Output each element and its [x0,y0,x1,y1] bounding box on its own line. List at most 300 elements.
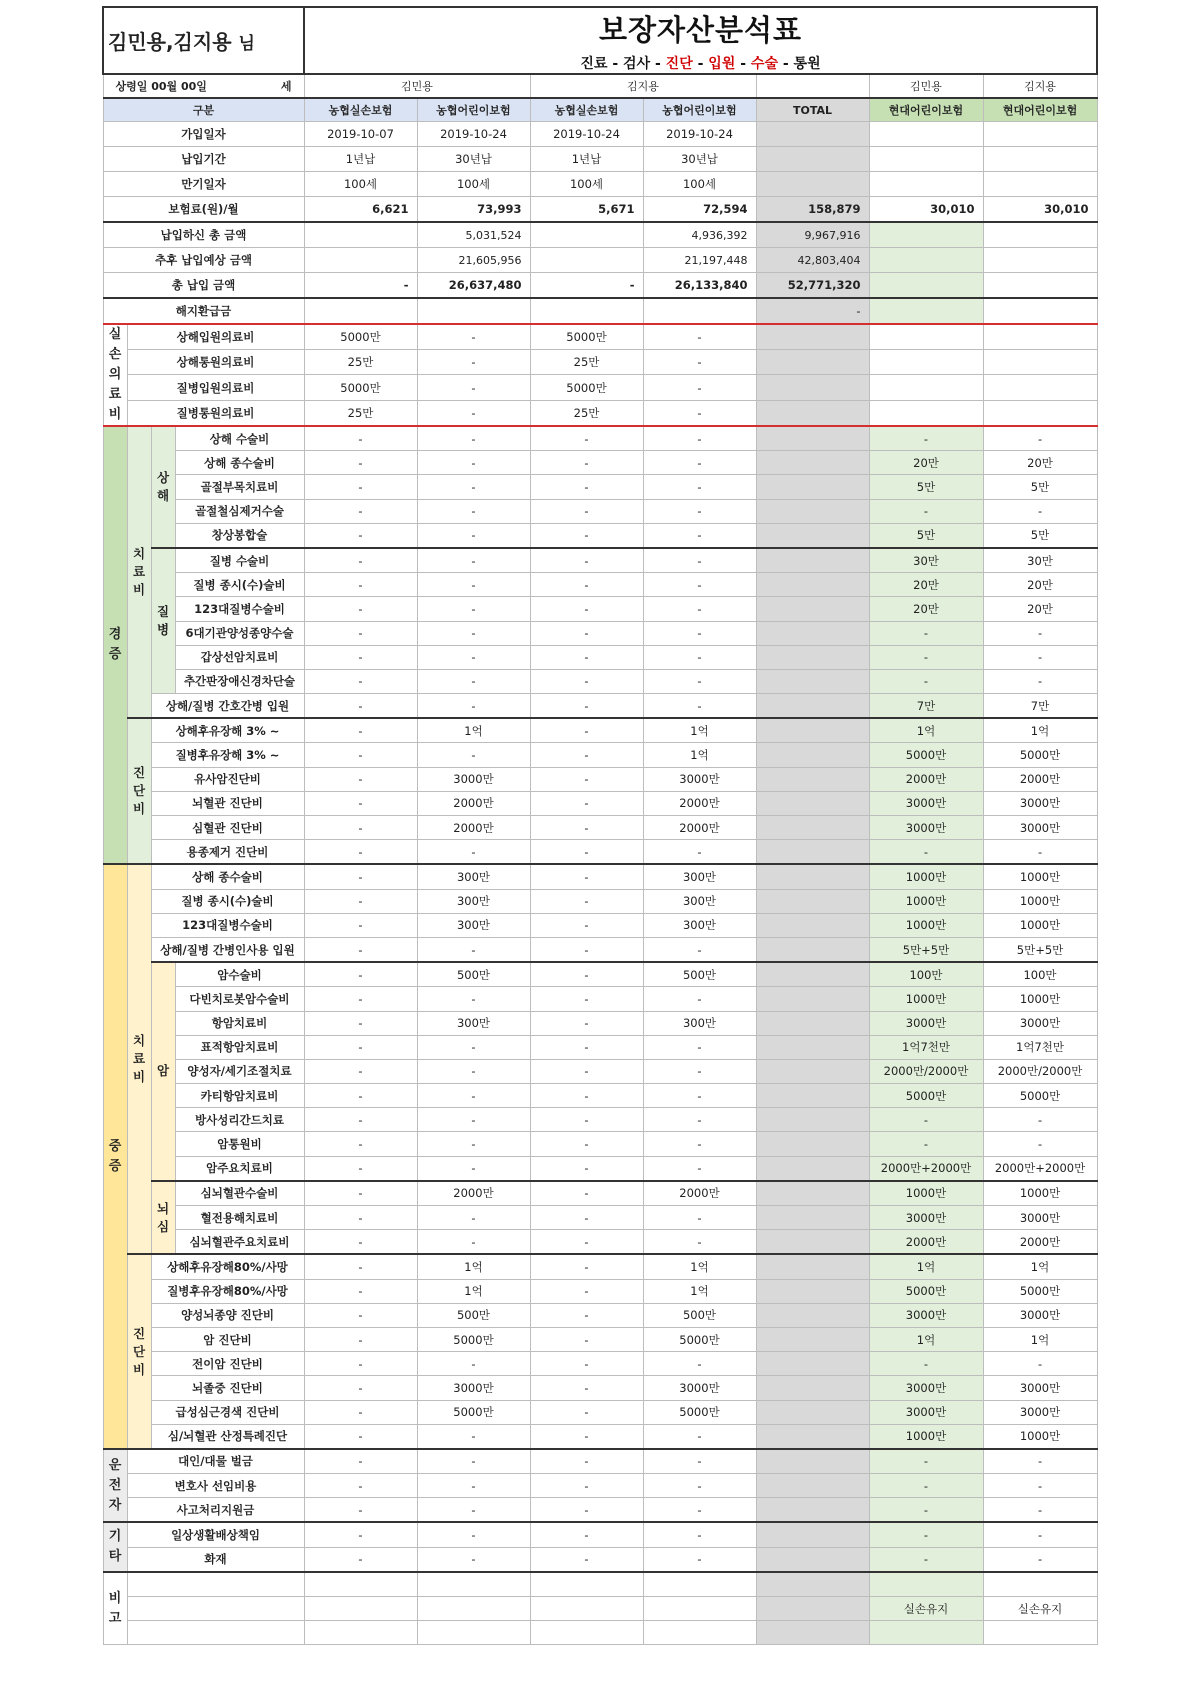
total-cell [756,1181,869,1206]
coverage-value: - [530,767,643,791]
proposal-value: 3000만 [983,1303,1097,1327]
coverage-value: - [304,1522,417,1547]
coverage-value: - [530,1498,643,1523]
coverage-value: - [530,694,643,719]
coverage-value: - [417,475,530,499]
proposal-value: - [869,1522,983,1547]
group-diagnosis [127,1254,151,1449]
total-cell [756,987,869,1011]
group-jungjeung-label: 중증 [108,1138,122,1174]
remarks-cell [643,1597,756,1621]
row-label: 질병 수술비 [175,548,304,573]
coverage-value: - [304,840,417,865]
coverage-value: - [304,451,417,475]
total-cell [756,1424,869,1449]
coverage-value: - [417,743,530,767]
premium: 6,621 [304,197,417,223]
coverage-value: - [643,475,756,499]
future-amount [530,248,643,273]
coverage-value: 2000만 [417,1181,530,1206]
coverage-value: - [304,475,417,499]
coverage-value: - [304,1132,417,1156]
coverage-value: - [530,791,643,815]
proposal-value: - [983,645,1097,669]
coverage-value: - [530,523,643,548]
row-label: 질병입원의료비 [127,375,304,400]
total-cell [756,324,869,350]
proposal-value: 2000만 [869,767,983,791]
coverage-value: - [643,1084,756,1108]
coverage-value: - [530,1449,643,1474]
proposal-cell [869,298,983,324]
total-cell [756,375,869,400]
proposal-value: - [983,426,1097,451]
care-flow [305,53,1096,73]
coverage-value: - [530,1035,643,1059]
row-label: 추간판장애신경차단술 [175,669,304,693]
coverage-value: - [304,864,417,889]
coverage-value: 3000만 [643,767,756,791]
coverage-value: - [417,1206,530,1230]
proposal-value: - [983,1449,1097,1474]
total-cell [756,1254,869,1279]
coverage-value: - [304,1156,417,1181]
total-header: TOTAL [756,98,869,122]
proposal-value: - [869,1498,983,1523]
row-label: 질병후유장해80%/사망 [151,1279,304,1303]
total-cell [756,1474,869,1498]
coverage-table [102,6,1098,1645]
total-cell [756,172,869,197]
total-cell [756,499,869,523]
proposal-cell [869,222,983,248]
group-silson-label: 실손의료비 [108,327,122,422]
proposal-value: - [983,840,1097,865]
paid-amount [530,222,643,248]
flow-sep: - [612,56,619,72]
coverage-value: - [530,669,643,693]
proposal-value [983,324,1097,350]
coverage-value: 1억 [417,1254,530,1279]
proposal-cell [869,273,983,299]
maturity: 100세 [417,172,530,197]
total-cell [756,1011,869,1035]
coverage-value: - [530,499,643,523]
proposal-value: 20만 [983,573,1097,597]
proposal-value [983,375,1097,400]
row-label: 123대질병수술비 [151,913,304,937]
honorific: 님 [238,34,255,54]
coverage-value: - [304,937,417,962]
coverage-value: - [304,499,417,523]
coverage-value: - [417,426,530,451]
proposal-cell [869,172,983,197]
coverage-value: - [304,791,417,815]
group-diagnosis-label: 진단비 [132,1325,146,1377]
remarks-cell [304,1597,417,1621]
coverage-value: 300만 [643,864,756,889]
flow-step: 입원 [708,56,736,72]
coverage-value: - [304,1254,417,1279]
coverage-value: - [530,864,643,889]
coverage-value: 25만 [304,350,417,375]
remarks-cell [530,1572,643,1597]
coverage-value: - [530,1254,643,1279]
proposal-value: - [869,499,983,523]
coverage-value: - [643,324,756,350]
row-label: 상해 종수술비 [175,451,304,475]
group-silson [103,324,127,426]
row-label: 항암치료비 [175,1011,304,1035]
coverage-value: - [530,840,643,865]
proposal-cell [983,222,1097,248]
future-amount: 21,197,448 [643,248,756,273]
coverage-value: - [417,937,530,962]
total-cell [756,475,869,499]
proposal-cell [983,248,1097,273]
group-injury-label: 상해 [156,469,170,503]
coverage-value: - [304,889,417,913]
coverage-value: - [643,1132,756,1156]
group-treatment [127,426,151,718]
proposal-value: - [983,1474,1097,1498]
coverage-value: - [530,548,643,573]
group-driver [103,1449,127,1523]
total-cell [756,1230,869,1255]
remarks-cell [304,1572,417,1597]
proposal-cell [869,147,983,172]
proposal-value: - [983,1547,1097,1572]
birthday-label: 상령일 00월 00일 [115,80,207,93]
total-cell [756,1059,869,1083]
remarks-cell [417,1621,530,1645]
coverage-value: 5000만 [643,1327,756,1351]
coverage-value: - [530,1059,643,1083]
coverage-value: 300만 [417,1011,530,1035]
total-cell [756,816,869,840]
row-label: 질병 종시(수)술비 [175,573,304,597]
remarks-label-cell [127,1572,304,1597]
proposal-value: - [983,499,1097,523]
proposal-value: 1000만 [983,913,1097,937]
total-cell [756,645,869,669]
row-label: 심뇌혈관주요치료비 [175,1230,304,1255]
row-label: 암수술비 [175,962,304,987]
proposal-value: 3000만 [983,1206,1097,1230]
coverage-value: - [530,1327,643,1351]
coverage-value: - [417,621,530,645]
flow-step: 수술 [750,56,778,72]
proposal-value: 2000만/2000만 [869,1059,983,1083]
proposal-cell [983,147,1097,172]
coverage-value: 300만 [417,913,530,937]
coverage-value: - [417,548,530,573]
coverage-value: - [304,597,417,621]
coverage-value: - [417,1059,530,1083]
proposal-cell [983,172,1097,197]
coverage-value: 1억 [417,718,530,743]
proposal-cell [983,122,1097,147]
coverage-analysis-sheet [102,6,1096,1645]
flow-sep: - [782,56,789,72]
remarks-label-cell [127,1621,304,1645]
proposal-value: 1억 [983,1254,1097,1279]
coverage-value: 500만 [643,1303,756,1327]
row-label: 상해 수술비 [175,426,304,451]
row-label: 골절철심제거수술 [175,499,304,523]
coverage-value: - [304,767,417,791]
coverage-value: - [417,1132,530,1156]
pay-period: 30년납 [417,147,530,172]
proposal-value: 1000만 [869,913,983,937]
coverage-value: - [304,1059,417,1083]
proposal-value: - [869,1474,983,1498]
proposal-premium: 30,010 [869,197,983,223]
proposal-value: 2000만/2000만 [983,1059,1097,1083]
proposal-value: 1억7천만 [869,1035,983,1059]
coverage-value: - [304,816,417,840]
coverage-value: 1억 [417,1279,530,1303]
coverage-value: - [417,1035,530,1059]
surrender-cell [417,298,530,324]
total-cell [756,350,869,375]
proposal-value: 3000만 [983,1400,1097,1424]
coverage-value: - [643,400,756,426]
coverage-value: - [530,1156,643,1181]
coverage-value: - [304,694,417,719]
proposal-value: 1000만 [869,1181,983,1206]
coverage-value: - [417,1498,530,1523]
proposal-value: 1000만 [983,1424,1097,1449]
proposal-value: 2000만+2000만 [869,1156,983,1181]
coverage-value: - [417,573,530,597]
coverage-value: - [304,1400,417,1424]
total-cell [756,1084,869,1108]
row-label: 화재 [127,1547,304,1572]
coverage-value: - [417,1156,530,1181]
proposal-value: 1000만 [983,864,1097,889]
row-label: 상해후유장해 3% ~ [151,718,304,743]
coverage-value: - [643,669,756,693]
coverage-value: - [643,1206,756,1230]
age-suffix: 세 [280,80,292,93]
pay-period: 1년납 [530,147,643,172]
proposal-value: 20만 [869,573,983,597]
group-gyeongjeung-label: 경증 [108,627,122,663]
proposal-value: 1000만 [983,889,1097,913]
proposal-value: 5000만 [983,743,1097,767]
coverage-value: 5000만 [304,324,417,350]
coverage-value: - [304,1035,417,1059]
proposal-value: 3000만 [869,1303,983,1327]
proposal-value: - [869,1352,983,1376]
total-cell [756,889,869,913]
future-amount: 21,605,956 [417,248,530,273]
row-label: 사고처리지원금 [127,1498,304,1523]
flow-step: 통원 [793,56,821,72]
coverage-value: - [643,375,756,400]
proposal-header: 현대어린이보험 [983,98,1097,122]
coverage-value: - [304,1474,417,1498]
coverage-value: - [643,573,756,597]
coverage-value: - [417,324,530,350]
total-cell [756,1597,869,1621]
coverage-value: 3000만 [643,1376,756,1400]
total-cell [756,1449,869,1474]
surrender-cell [304,298,417,324]
remarks-label-cell [127,1597,304,1621]
total-cell [756,1206,869,1230]
sum-total: 52,771,320 [756,273,869,299]
coverage-value: - [643,597,756,621]
row-label: 다빈치로봇암수술비 [175,987,304,1011]
proposal-cell [983,298,1097,324]
proposal-value: 1억 [869,1327,983,1351]
coverage-value: - [643,840,756,865]
remarks-cell [643,1621,756,1645]
coverage-value: - [304,1084,417,1108]
join-date: 2019-10-24 [417,122,530,147]
coverage-value: - [417,1352,530,1376]
proposal-value: 1000만 [869,889,983,913]
proposal-value: 3000만 [869,816,983,840]
row-label: 추후 납입예상 금액 [103,248,304,273]
coverage-value: - [643,1059,756,1083]
proposal-value: 3000만 [983,1011,1097,1035]
coverage-value: - [417,451,530,475]
coverage-value: - [530,475,643,499]
proposal-value: 5만 [869,523,983,548]
coverage-value: - [417,1474,530,1498]
proposal-value: 30만 [983,548,1097,573]
row-label: 심혈관 진단비 [151,816,304,840]
coverage-value: - [530,597,643,621]
future-amount [304,248,417,273]
total-cell [756,1279,869,1303]
coverage-value: 300만 [643,1011,756,1035]
proposal-value: - [983,1132,1097,1156]
total-cell [756,597,869,621]
total-cell [756,1400,869,1424]
coverage-value: - [530,1132,643,1156]
join-date: 2019-10-24 [530,122,643,147]
product-header: 농협실손보험 [304,98,417,122]
remarks-proposal: 실손유지 [869,1597,983,1621]
insured-name: 김지용 [983,74,1097,98]
coverage-value: - [304,1303,417,1327]
proposal-value: - [983,1108,1097,1132]
product-header: 농협어린이보험 [643,98,756,122]
surrender-cell [643,298,756,324]
coverage-value: - [530,451,643,475]
proposal-cell [983,273,1097,299]
coverage-value: - [417,694,530,719]
coverage-value: - [643,937,756,962]
row-label: 가입일자 [103,122,304,147]
remarks-cell [417,1597,530,1621]
coverage-value: - [304,523,417,548]
row-label: 용종제거 진단비 [151,840,304,865]
coverage-value: - [417,1108,530,1132]
proposal-premium: 30,010 [983,197,1097,223]
group-jungjeung [103,864,127,1449]
proposal-value: 5만 [983,523,1097,548]
proposal-value: - [869,1547,983,1572]
coverage-value: - [417,1424,530,1449]
premium: 73,993 [417,197,530,223]
coverage-value: - [530,1376,643,1400]
row-label: 질병통원의료비 [127,400,304,426]
coverage-value: - [304,573,417,597]
coverage-value: - [304,1279,417,1303]
proposal-value: 3000만 [869,1376,983,1400]
group-treatment-label: 치료비 [132,546,146,598]
group-treatment [127,864,151,1254]
page-title: 보장자산분석표 [598,13,803,47]
coverage-value: - [417,400,530,426]
row-label: 만기일자 [103,172,304,197]
row-label: 상해후유장해80%/사망 [151,1254,304,1279]
proposal-value: 100만 [869,962,983,987]
pay-period: 30년납 [643,147,756,172]
future-total: 42,803,404 [756,248,869,273]
coverage-value: - [643,621,756,645]
coverage-value: - [643,1449,756,1474]
coverage-value: 5000만 [417,1327,530,1351]
row-label: 상해입원의료비 [127,324,304,350]
coverage-value: 500만 [417,962,530,987]
proposal-value [869,375,983,400]
proposal-value [983,400,1097,426]
row-label: 뇌졸중 진단비 [151,1376,304,1400]
row-label: 카티항암치료비 [175,1084,304,1108]
coverage-value: 1억 [643,718,756,743]
row-label: 심/뇌혈관 산정특례진단 [151,1424,304,1449]
coverage-value: - [417,1449,530,1474]
group-remarks-label: 비고 [108,1590,122,1626]
coverage-value: - [643,1547,756,1572]
premium: 5,671 [530,197,643,223]
row-label: 방사성리간드치료 [175,1108,304,1132]
proposal-value: 20만 [869,451,983,475]
coverage-value: - [417,645,530,669]
proposal-value: 5000만 [869,1084,983,1108]
total-cell [756,1108,869,1132]
flow-step: 진단 [665,56,693,72]
coverage-value: - [643,1474,756,1498]
product-header: 농협어린이보험 [417,98,530,122]
coverage-value: - [417,375,530,400]
remarks-proposal: 실손유지 [983,1597,1097,1621]
total-cell [756,840,869,865]
total-cell [756,573,869,597]
coverage-value: - [530,1011,643,1035]
coverage-value: - [304,987,417,1011]
coverage-value: - [304,1424,417,1449]
coverage-value: - [643,499,756,523]
coverage-value: - [417,1084,530,1108]
coverage-value: - [530,1424,643,1449]
coverage-value: - [417,669,530,693]
paid-amount [304,222,417,248]
coverage-value: - [530,962,643,987]
coverage-value: - [643,1230,756,1255]
proposal-value: 5000만 [869,1279,983,1303]
birthday-cell [103,74,304,98]
coverage-value: - [304,1352,417,1376]
insured-name: 김민용 [869,74,983,98]
paid-amount: 4,936,392 [643,222,756,248]
